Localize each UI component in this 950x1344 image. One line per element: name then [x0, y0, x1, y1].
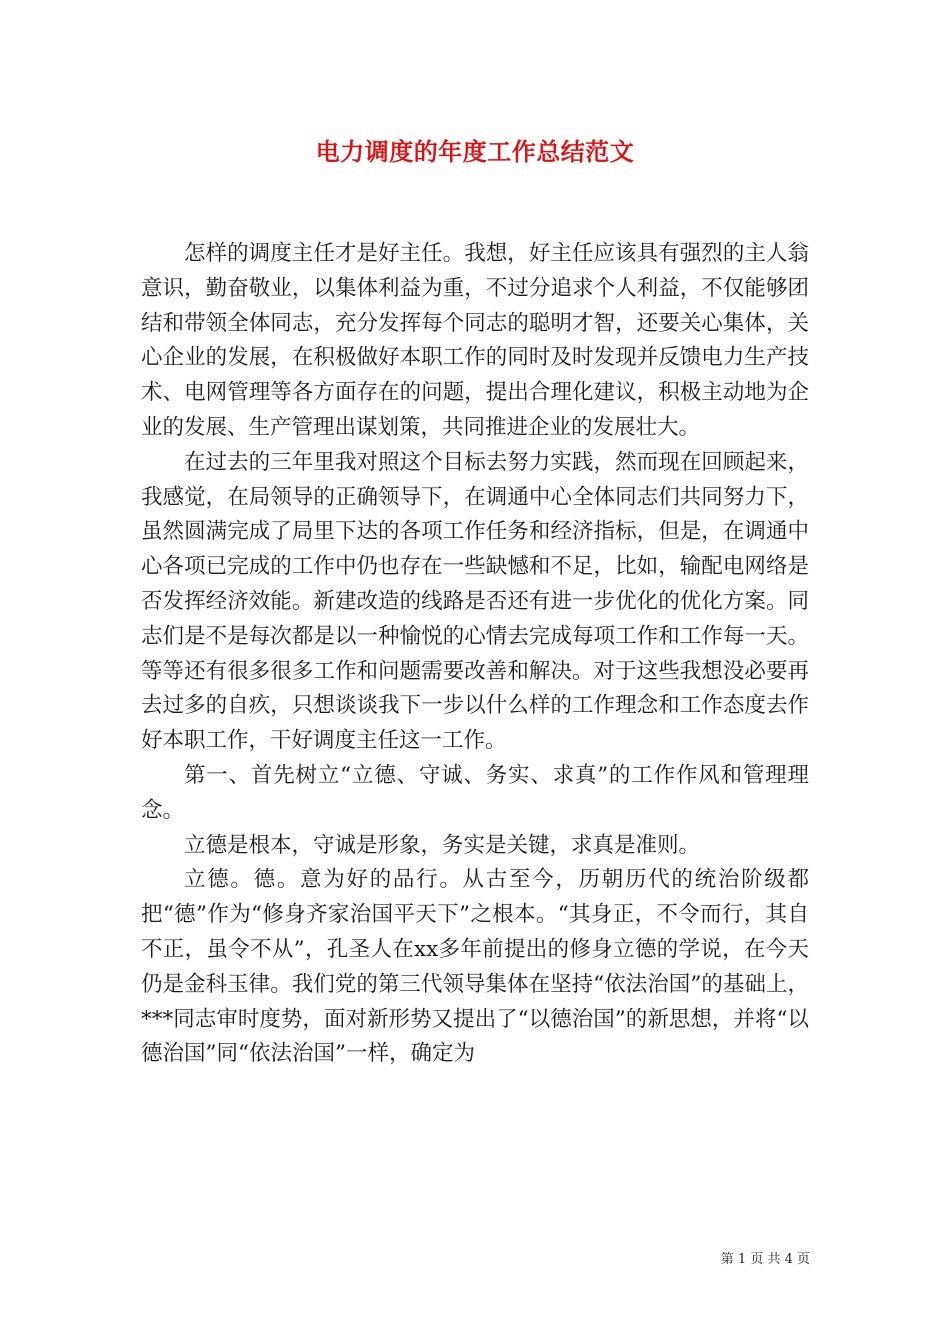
- document-body: [141, 237, 809, 1072]
- paragraph-4: 立德是根本，守诚是形象，务实是关键，求真是准则。: [184, 832, 701, 858]
- page-number: 第 1 页 共 4 页: [720, 1252, 810, 1267]
- paragraph-5: 立德。德。意为好的品行。从古至今，历朝历代的统治阶级都把“德”作为“修身齐家治国平天下”之根本。“其身正，不令而行，其自不正，虽令不从”，孔圣人在xx多年前提出的修身立德的学说，在今天仍是金科玉律。我们党的第三代领导集体在坚持“依法治国”的基础上，***同志审时度势，面对新形势又提出了“以德治国”的新思想，并将“以德治国”同“依法治国”一样，确定为: [141, 867, 809, 1067]
- document-title: 电力调度的年度工作总结范文: [315, 137, 635, 166]
- paragraph-2: 在过去的三年里我对照这个目标去努力实践，然而现在回顾起来，我感觉，在局领导的正确领导下，在调通中心全体同志们共同努力下，虽然圆满完成了局里下达的各项工作任务和经济指标，但是，在调通中心各项已完成的工作中仍也存在一些缺憾和不足，比如，输配电网络是否发挥经济效能。新建改造的线路是否还有进一步优化的优化方案。同志们是不是每次都是以一种愉悦的心情去完成每项工作和工作每一天。等等还有很多很多工作和问题需要改善和解决。对于这些我想没必要再去过多的自疚，只想谈谈我下一步以什么样的工作理念和工作态度去作好本职工作，干好调度主任这一工作。: [141, 449, 809, 754]
- paragraph-1: 怎样的调度主任才是好主任。我想，好主任应该具有强烈的主人翁意识，勤奋敬业，以集体利益为重，不过分追求个人利益，不仅能够团结和带领全体同志，充分发挥每个同志的聪明才智，还要关心集体，关心企业的发展，在积极做好本职工作的同时及时发现并反馈电力生产技术、电网管理等各方面存在的问题，提出合理化建议，积极主动地为企业的发展、生产管理出谋划策，共同推进企业的发展壮大。: [141, 241, 809, 440]
- paragraph-3: 第一、首先树立“立德、守诚、务实、求真”的工作作风和管理理念。: [141, 762, 809, 823]
